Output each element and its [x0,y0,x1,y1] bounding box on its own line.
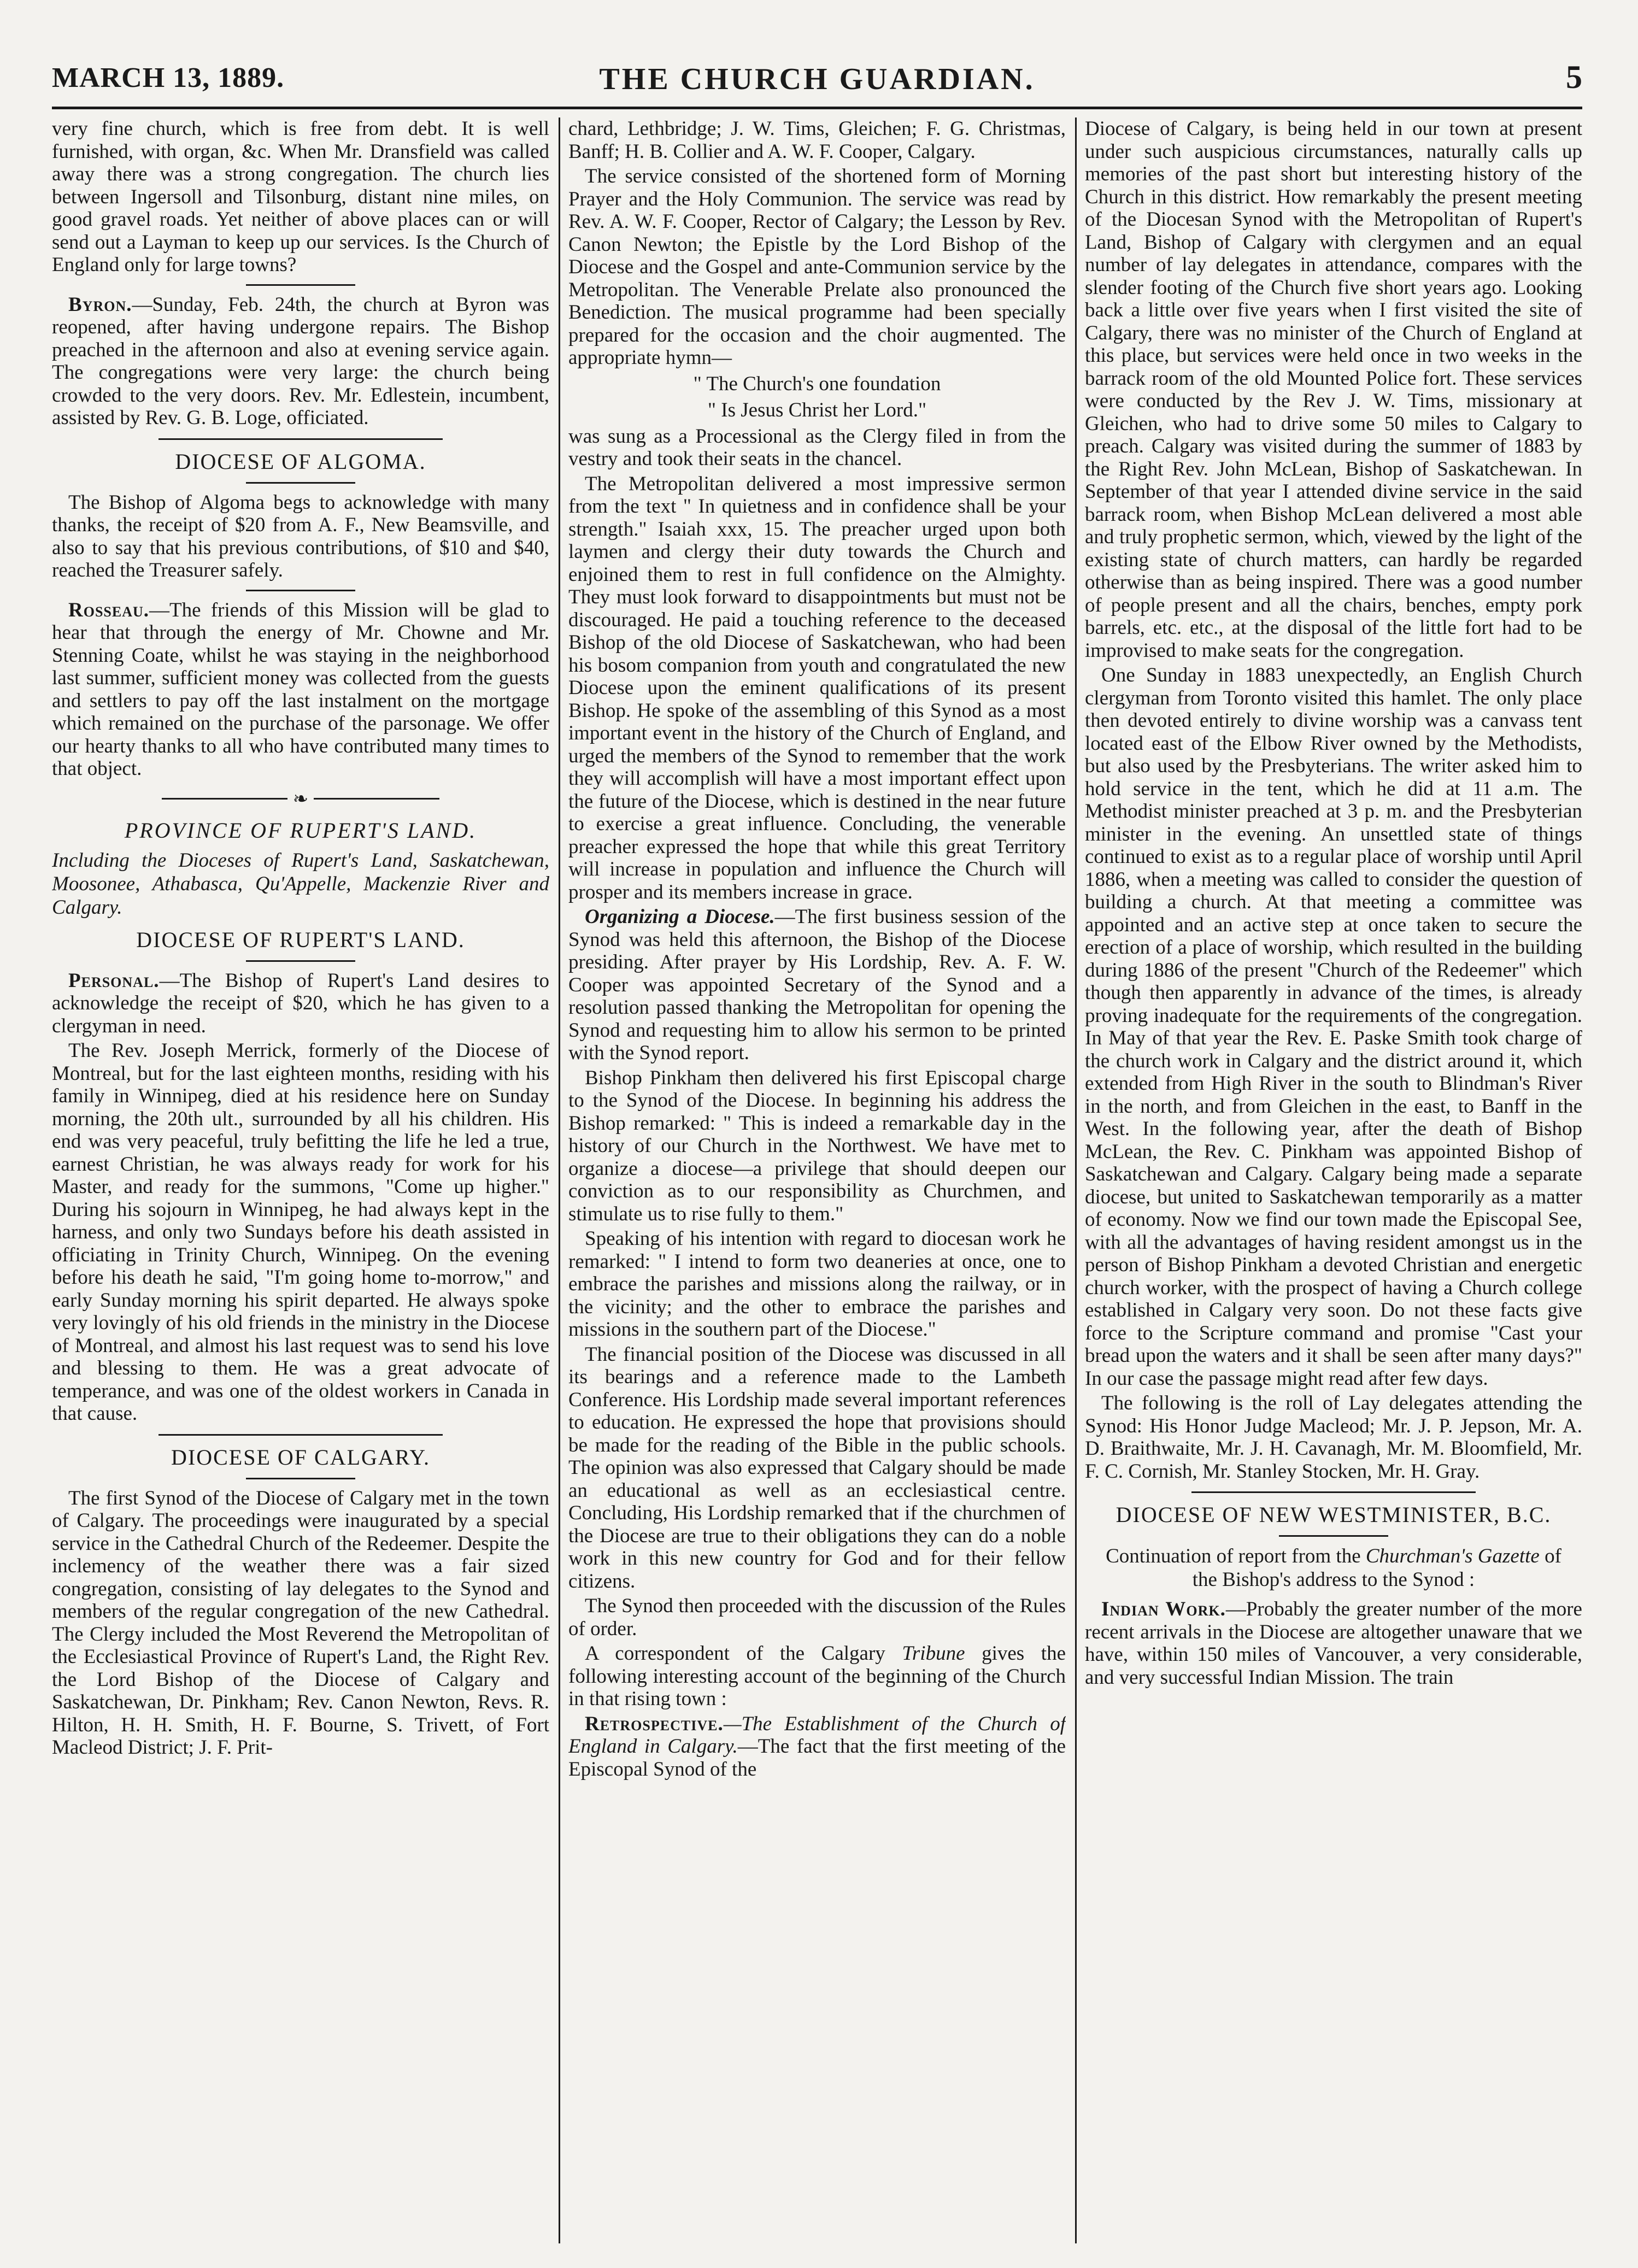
tribune-paragraph [568,1642,1066,1711]
ornament-rule [314,798,439,800]
short-divider [246,590,355,591]
dateline: Retrospective. [585,1712,724,1735]
masthead-title: THE CHURCH GUARDIAN. [599,62,1035,96]
short-divider [1279,1535,1388,1537]
column-divider [559,117,560,2243]
section-heading: DIOCESE OF CALGARY. [171,1444,430,1470]
section-divider [158,1434,443,1436]
note-text: Continuation of report from the [1106,1545,1366,1567]
hymn-line: " The Church's one foundation [693,372,941,395]
paragraph: The Rev. Joseph Merrick, formerly of the Diocese of Montreal, but for the last eighteen months, residing with his family in Winnipeg, died at his residence here on Sunday morning, the 20th ult., surrounded by all his children. His end was very peaceful, truly befitting the life he led a true, earnest Christian, he was always ready for work for his Master, and ready for the summons, "Come up higher." During his sojourn in Winnipeg, he had always kept in the harness, and only two Sundays before his death assisted in officiating in Trinity Church, Winnipeg. On the evening before his death he said, "I'm going home to-morrow," and early Sunday morning his spirit departed. He always spoke very lovingly of his old friends in the ministry in the Diocese of Montreal, and almost his last request was to send his love and blessing to them. He was a great advocate of temperance, and was one of the oldest workers in Canada in that cause. [52,1039,549,1425]
continuation-note [1096,1544,1571,1591]
indian-work-paragraph [1085,1598,1582,1689]
column-3 [1085,117,1582,2249]
dateline: Byron. [68,293,132,316]
paragraph-body: gives the following interesting account of the beginning of the Church in that rising town : [568,1642,1066,1710]
article-subtitle: —The Establishment of the Church of England in Calgary. [568,1712,1066,1758]
section-subtitle: Including the Dioceses of Rupert's Land, Saskatchewan, Moosonee, Athabasca, Qu'Appelle, Mackenzie River and Calgary. [52,849,549,919]
note-text: of the Bishop's address to the Synod : [1192,1545,1561,1591]
paragraph: Diocese of Calgary, is being held in our town at present under such auspicious circumstances, naturally calls up memories of the past short but interesting history of the Church in this district. How remarkably the present meeting of the Diocesan Synod with the Metropolitan of Rupert's Land, Bishop of Calgary with clergymen and an equal number of lay delegates in attendance, compares with the slender footing of the Church five short years ago. Looking back a little over five years when I first visited the site of Calgary, there was no minister of the Church of England at this place, but services were held once in two weeks in the barrack room of the old Mounted Police fort. These services were conducted by the Rev J. W. Tims, missionary at Gleichen, who had to drive some 50 miles to Calgary to preach. Calgary was visited during the summer of 1883 by the Right Rev. John McLean, Bishop of Saskatchewan. In September of that year I attended divine service in the said barrack room, when Bishop McLean delivered a most able and truly prophetic sermon, which, viewed by the light of the existing state of church matters, can hardly be regarded otherwise than as being inspired. There was a good number of people present and all the chairs, benches, empty pork barrels, etc. etc., at the disposal of the little fort had to be improvised to make seats for the congregation. [1085,117,1582,662]
short-divider [246,960,355,962]
short-divider [246,482,355,484]
paragraph-body: —The Bishop of Rupert's Land desires to acknowledge the receipt of $20, which he has given to a clergyman in need. [52,969,549,1037]
publication-name: Churchman's Gazette [1365,1545,1540,1567]
paragraph-body: A correspondent of the Calgary [585,1642,902,1665]
paragraph: The Bishop of Algoma begs to acknowledge with many thanks, the receipt of $20 from A. F., New Beamsville, and also to say that his previous contributions, of $10 and $40, reached the Treasurer safely. [52,491,549,581]
ornament-rule [162,798,287,800]
short-divider [246,1478,355,1479]
column-1 [52,117,549,2249]
paragraph: One Sunday in 1883 unexpectedly, an English Church clergyman from Toronto visited this hamlet. The only place then devoted entirely to divine worship was a canvass tent located east of the Elbow River owned by the Methodists, but also used by the Presbyterians. The writer asked him to hold service in the tent, which he did at 11 a.m. The Methodist minister preached at 3 p. m. and the Presbyterian minister in the evening. An unsettled state of things continued to exist as to a regular place of worship until April 1886, when a meeting was called to consider the question of building a church. At that meeting a committee was appointed and an active step at once taken to secure the erection of a place of worship, which resulted in the building during 1886 of the present "Church of the Redeemer" which though then apparently in advance of the times, is already proving inadequate for the requirements of the congregation. In May of that year the Rev. E. Paske Smith took charge of the church work in Calgary and the district around it, which extended from High River in the south to Blindman's River in the north, and from Gleichen in the east, to Banff in the West. In the following year, after the death of Bishop McLean, the Rev. C. Pinkham was appointed Bishop of Saskatchewan and Calgary. Calgary being made a separate diocese, but united to Saskatchewan temporarily as a matter of economy. Now we find our town made the Episcopal See, with all the advantages of having resident amongst us in the person of Bishop Pinkham a devoted Christian and energetic church worker, with the prospect of having a Church college established in Calgary very soon. Do not these facts give force to the Scripture command and promise "Cast your bread upon the waters and it shall be seen after many days?" In our case the passage might read after few days. [1085,664,1582,1390]
newspaper-name: Tribune [902,1642,965,1665]
rosseau-paragraph [52,599,549,780]
fleuron-icon: ❧ [292,789,309,809]
short-divider [246,284,355,286]
dateline: Indian Work. [1101,1598,1226,1620]
hymn-line: " Is Jesus Christ her Lord." [707,398,927,421]
paragraph: The service consisted of the shortened form of Morning Prayer and the Holy Communion. The service was read by Rev. A. W. F. Cooper, Rector of Calgary; the Lesson by Rev. Canon Newton; the Epistle by the Lord Bishop of the Diocese and the Gospel and ante-Communion service by the Metropolitan. The Venerable Prelate also pronounced the Benediction. The musical programme had been specially prepared for the occasion and the choir augmented. The appropriate hymn— [568,165,1066,369]
organizing-paragraph [568,906,1066,1065]
section-divider [1191,1491,1476,1493]
subhead: Organizing a Diocese. [585,906,775,928]
dateline: Rosseau. [68,598,150,621]
column-2 [568,117,1066,2249]
article-columns [52,117,1582,2249]
section-heading: PROVINCE OF RUPERT'S LAND. [124,818,477,843]
byron-paragraph [52,293,549,430]
section-heading: DIOCESE OF ALGOMA. [175,449,426,474]
page-header [52,52,1582,109]
paragraph: The following is the roll of Lay delegates attending the Synod: His Honor Judge Macleod; Mr. J. P. Jepson, Mr. A. D. Braithwaite, Mr. J. H. Cavanagh, Mr. M. Bloomfield, Mr. F. C. Cornish, Mr. Stanley Stocken, Mr. H. Gray. [1085,1392,1582,1483]
paragraph: Speaking of his intention with regard to diocesan work he remarked: " I intend to form two deaneries at once, one to embrace the parishes and missions along the railway, or in the vicinity; and the other to embrace the parishes and missions in the southern part of the Diocese." [568,1227,1066,1341]
paragraph-body: —The first business session of the Synod was held this afternoon, the Bishop of the Diocese presiding. After prayer by His Lordship, Rev. A. F. W. Cooper was appointed Secretary of the Synod and a resolution passed thanking the Metropolitan for opening the Synod and requesting him to allow his sermon to be printed with the Synod report. [568,906,1066,1064]
section-divider [158,438,443,440]
issue-date: MARCH 13, 1889. [52,62,285,93]
paragraph-body: —The friends of this Mission will be glad to hear that through the energy of Mr. Chowne and Mr. Stenning Coate, whilst he was staying in the neighborhood last summer, sufficient money was collected from the guests and settlers to pay off the last instalment on the mortgage which remained on the purchase of the parsonage. We offer our hearty thanks to all who have contributed many times to that object. [52,598,549,780]
ornamental-divider [52,788,549,810]
page-number: 5 [1566,59,1582,95]
paragraph: The first Synod of the Diocese of Calgary met in the town of Calgary. The proceedings were inaugurated by a special service in the Cathedral Church of the Redeemer. Despite the inclemency of the weather there was a fair sized congregation, consisting of lay delegates to the Synod and members of the regular congregation of the new Cathedral. The Clergy included the Most Reverend the Metropolitan of the Ecclesiastical Province of Rupert's Land, the Right Rev. the Lord Bishop of the Diocese of Calgary and Saskatchewan, Dr. Pinkham; Rev. Canon Newton, Revs. R. Hilton, H. H. Smith, H. F. Bourne, S. Trivett, of Fort Macleod District; J. F. Prit- [52,1486,549,1759]
paragraph: The Synod then proceeded with the discussion of the Rules of order. [568,1595,1066,1640]
section-heading: DIOCESE OF NEW WESTMINISTER, B.C. [1116,1502,1552,1527]
retrospective-paragraph [568,1713,1066,1781]
personal-paragraph [52,970,549,1038]
paragraph: The financial position of the Diocese was discussed in all its bearings and a reference made to the Lambeth Conference. His Lordship made several important references to education. He expressed the hope that provisions should be made for the reading of the Bible in the public schools. The opinion was also expressed that Calgary should be made an educational as well as an ecclesiastical centre. Concluding, His Lordship remarked that if the churchmen of the Diocese are true to their obligations they can do a noble work in this new country for God and for their fellow citizens. [568,1343,1066,1593]
paragraph: was sung as a Processional as the Clergy filed in from the vestry and took their seats in the chancel. [568,425,1066,470]
paragraph-body: —The fact that the first meeting of the Episcopal Synod of the [568,1735,1066,1781]
paragraph: The Metropolitan delivered a most impressive sermon from the text " In quietness and in confidence shall be your strength." Isaiah xxx, 15. The preacher urged upon both laymen and clergy their duty towards the Church and enjoined them to rest in full confidence on the Almighty. They must look forward to disappointments but must not be discouraged. He paid a touching reference to the deceased Bishop of the old Diocese of Saskatchewan, who had been his bosom companion from youth and congratulated the new Diocese upon the eminent qualifications of its present Bishop. He spoke of the assembling of this Synod as a most important event in the history of the Church of England, and urged the members of the Synod to remember that the work they will accomplish will have a most important effect upon the future of the Diocese, which is destined in the near future to exercise a great influence. Concluding, the venerable preacher expressed the hope that while this great Territory will increase in population and influence the Church will prosper and its members increase in grace. [568,472,1066,903]
paragraph: Bishop Pinkham then delivered his first Episcopal charge to the Synod of the Diocese. In beginning his address the Bishop remarked: " This is indeed a remarkable day in the history of our Church in the Northwest. We have met to organize a diocese—a privilege that should deepen our conviction as to our responsibility as Churchmen, and stimulate us to rise fully to them." [568,1066,1066,1225]
section-heading: DIOCESE OF RUPERT'S LAND. [136,927,465,952]
paragraph: chard, Lethbridge; J. W. Tims, Gleichen; F. G. Christmas, Banff; H. B. Collier and A. W. F. Cooper, Calgary. [568,117,1066,163]
paragraph-body: —Sunday, Feb. 24th, the church at Byron was reopened, after having undergone repairs. The Bishop preached in the afternoon and also at evening service again. The congregations were very large: the church being crowded to the very doors. Rev. Mr. Edlestein, incumbent, assisted by Rev. G. B. Loge, officiated. [52,293,549,429]
paragraph: very fine church, which is free from debt. It is well furnished, with organ, &c. When Mr. Dransfield was called away there was a strong congregation. The church lies between Ingersoll and Tilsonburg, distant nine miles, on good gravel roads. Yet neither of above places can or will send out a Layman to keep up our services. Is the Church of England only for large towns? [52,117,549,276]
dateline: Personal. [68,969,160,992]
column-divider [1075,117,1077,2243]
paragraph-body: —Probably the greater number of the more recent arrivals in the Diocese are altogether unaware that we have, within 150 miles of Vancouver, a very considerable, and very successful Indian Mission. The train [1085,1598,1582,1689]
